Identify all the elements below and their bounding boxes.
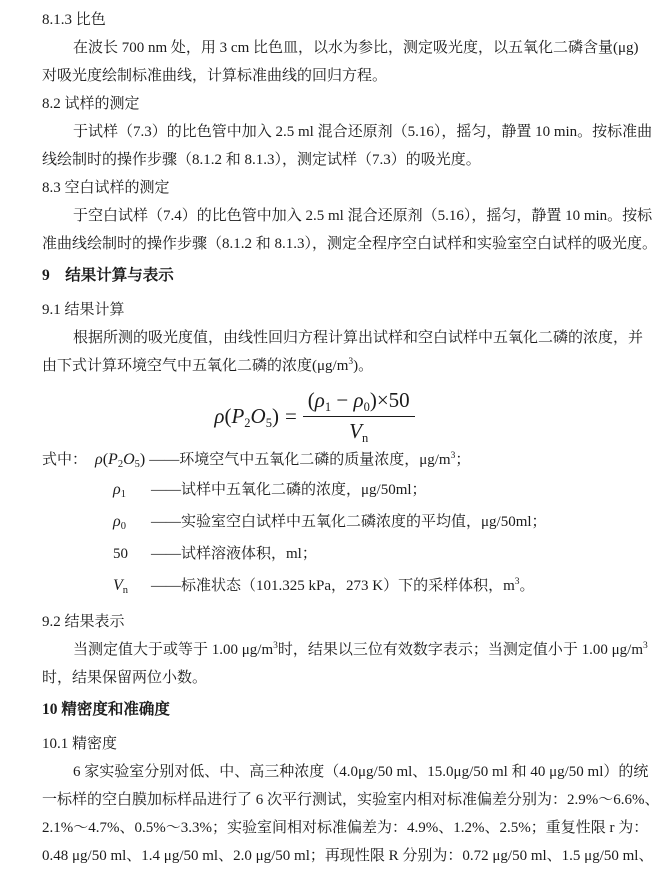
paragraph-10-1-line-1: 6 家实验室分别对低、中、高三种浓度（4.0μg/50 ml、15.0μg/50 ml 和 40 μg/50 ml）的统 bbox=[73, 764, 649, 780]
formula-expression bbox=[214, 388, 414, 444]
paragraph-8-1-3-line-1: 在波长 700 nm 处，用 3 cm 比色皿，以水为参比，测定吸光度，以五氧化二磷含量(μg) bbox=[73, 40, 639, 56]
paren: ) bbox=[369, 388, 377, 412]
line-segment: 时，结果以三位有效数字表示；当测定值小于 1.00 μg/m bbox=[277, 642, 644, 658]
heading-9: 9 结果计算与表示 bbox=[42, 267, 174, 284]
subscript: 5 bbox=[134, 459, 140, 470]
superscript-cubed: 3 bbox=[514, 577, 520, 587]
subscript: 0 bbox=[363, 400, 370, 414]
rho-symbol: ρ bbox=[95, 451, 103, 468]
rho-symbol: ρ bbox=[113, 481, 121, 498]
subscript-n: n bbox=[362, 431, 369, 445]
where-label: 式中： bbox=[42, 452, 88, 468]
definition-row-50 bbox=[42, 538, 587, 570]
paragraph-10-1-line-4: 0.48 μg/50 ml、1.4 μg/50 ml、2.0 μg/50 ml；再现性限 R 分别为：0.72 μg/50 ml、1.5 μg/50 ml、 bbox=[42, 848, 654, 864]
symbol-vn bbox=[113, 570, 151, 602]
paren: ( bbox=[102, 451, 109, 468]
definition-text: 标准状态（101.325 kPa，273 K）下的采样体积，m bbox=[181, 578, 515, 594]
paragraph-8-2-line-1: 于试样（7.3）的比色管中加入 2.5 ml 混合还原剂（5.16），摇匀，静置 10 min。按标准曲 bbox=[73, 124, 653, 140]
line-segment: 由下式计算环境空气中五氧化二磷的浓度(μg/m bbox=[42, 358, 349, 374]
definition-text: 试样中五氧化二磷的浓度，μg/50ml； bbox=[181, 482, 427, 498]
heading-10-1: 10.1 精密度 bbox=[42, 736, 118, 752]
paragraph-8-3-line-1: 于空白试样（7.4）的比色管中加入 2.5 ml 混合还原剂（5.16），摇匀，静置 10 min。按标 bbox=[73, 208, 653, 224]
paragraph-8-3-line-2: 准曲线绘制时的操作步骤（8.1.2 和 8.1.3），测定全程序空白试样和实验室空白试样的吸光度。 bbox=[42, 236, 658, 252]
subscript-n: n bbox=[122, 585, 129, 596]
rho-symbol: ρ bbox=[113, 513, 121, 530]
definition-dash: —— bbox=[151, 578, 181, 594]
heading-8-1-3: 8.1.3 比色 bbox=[42, 12, 106, 28]
formula-fraction bbox=[303, 388, 415, 444]
heading-10: 10 精密度和准确度 bbox=[42, 701, 170, 718]
rho-symbol: ρ bbox=[214, 403, 225, 428]
o-symbol: O bbox=[250, 403, 266, 428]
definition-tail: ； bbox=[455, 452, 471, 468]
paren: ( bbox=[307, 388, 315, 412]
heading-8-3: 8.3 空白试样的测定 bbox=[42, 180, 170, 196]
superscript-cubed: 3 bbox=[450, 451, 456, 461]
symbol-rho0 bbox=[113, 506, 151, 538]
paren: ) bbox=[271, 403, 279, 428]
definition-dash: —— bbox=[151, 546, 181, 562]
definition-row-rho1 bbox=[42, 474, 587, 506]
paragraph-8-2-line-2: 线绘制时的操作步骤（8.1.2 和 8.1.3），测定试样（7.3）的吸光度。 bbox=[42, 152, 481, 168]
v-symbol: V bbox=[113, 577, 123, 594]
definition-dash: —— bbox=[151, 514, 181, 530]
definitions-intro-line bbox=[42, 446, 587, 474]
paragraph-10-1-line-3: 2.1%～4.7%、0.5%～3.3%；实验室间相对标准偏差为：4.9%、1.2%、2.5%；重复性限 r 为： bbox=[42, 820, 649, 836]
definition-text: 环境空气中五氧化二磷的质量浓度，μg/m bbox=[179, 452, 451, 468]
times-sign: × bbox=[376, 388, 389, 412]
formula bbox=[42, 388, 587, 444]
definition-row-vn bbox=[42, 570, 587, 602]
subscript: 0 bbox=[120, 521, 126, 532]
paragraph-9-2-line-1 bbox=[42, 636, 648, 664]
subscript: 5 bbox=[265, 415, 272, 430]
v-symbol: V bbox=[349, 419, 362, 443]
paragraph-9-1-line-2 bbox=[42, 352, 587, 380]
rho1-symbol: ρ bbox=[314, 388, 325, 412]
formula-denominator bbox=[349, 417, 368, 444]
superscript-cubed: 3 bbox=[273, 641, 278, 651]
o-symbol: O bbox=[123, 451, 135, 468]
definition-dash: —— bbox=[151, 482, 181, 498]
subscript: 1 bbox=[324, 400, 332, 414]
definition-text: 试样溶液体积，ml； bbox=[181, 546, 317, 562]
definition-tail: 。 bbox=[519, 578, 535, 594]
heading-9-1: 9.1 结果计算 bbox=[42, 302, 125, 318]
rho0-symbol: ρ bbox=[353, 388, 364, 412]
number-50: 50 bbox=[113, 546, 128, 562]
subscript: 1 bbox=[120, 489, 126, 500]
symbol-50 bbox=[113, 538, 151, 570]
formula-equals: = bbox=[284, 403, 297, 428]
subscript: 2 bbox=[117, 459, 124, 470]
paren: ) bbox=[139, 451, 146, 468]
p-symbol: P bbox=[231, 403, 245, 428]
paragraph-10-1-line-2: 一标样的空白膜加标样品进行了 6 次平行测试，实验室内相对标准偏差分别为：2.9%～6.6%、 bbox=[42, 792, 660, 808]
heading-9-2: 9.2 结果表示 bbox=[42, 614, 125, 630]
formula-lhs bbox=[214, 404, 279, 429]
line-segment: 当测定值大于或等于 1.00 μg/m bbox=[73, 642, 274, 658]
superscript-cubed: 3 bbox=[348, 357, 354, 367]
paragraph-8-1-3-line-2: 对吸光度绘制标准曲线，计算标准曲线的回归方程。 bbox=[42, 68, 388, 84]
definition-row-rho0 bbox=[42, 506, 587, 538]
paragraph-9-1-line-1: 根据所测的吸光度值，由线性回归方程计算出试样和空白试样中五氧化二磷的浓度，并 bbox=[73, 330, 644, 346]
formula-numerator bbox=[303, 388, 415, 417]
subscript: 2 bbox=[244, 415, 251, 430]
minus-sign: − bbox=[331, 388, 354, 412]
paragraph-9-2-line-2: 时，结果保留两位小数。 bbox=[42, 670, 208, 686]
paren: ( bbox=[224, 403, 232, 428]
factor-50: 50 bbox=[388, 388, 410, 412]
definition-dash: —— bbox=[149, 452, 180, 468]
p-symbol: P bbox=[108, 451, 118, 468]
definition-symbol-rho-p2o5 bbox=[95, 451, 145, 468]
line-segment: )。 bbox=[353, 358, 374, 374]
symbol-rho1 bbox=[113, 474, 151, 506]
heading-8-2: 8.2 试样的测定 bbox=[42, 96, 140, 112]
superscript-cubed: 3 bbox=[643, 641, 648, 651]
definition-text: 实验室空白试样中五氧化二磷浓度的平均值，μg/50ml； bbox=[181, 514, 547, 530]
